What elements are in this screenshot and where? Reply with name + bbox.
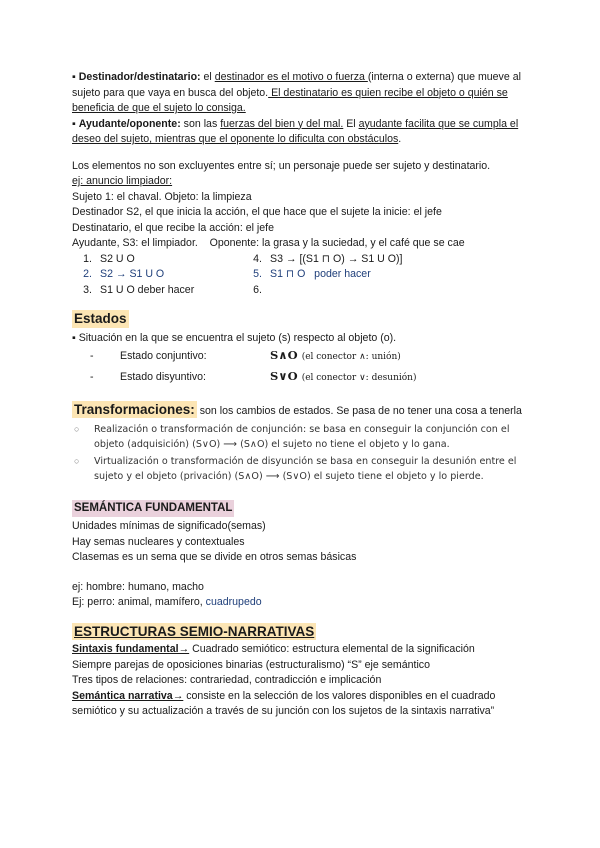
list-number: 6. [253, 283, 262, 296]
transformaciones-description: son los cambios de estados. Se pasa de no tener una cosa a tenerla [196, 405, 522, 417]
dash: - [90, 370, 94, 383]
underlined-text: fuerzas del bien y del mal. [220, 117, 344, 130]
transformacion-text: Realización o transformación de conjunción: se basa en conseguir la conjunción con el objeto (adquisición) (S∨O) ⟶ (S∧O) el sujeto no tiene el objeto y lo gana. [94, 423, 510, 450]
list-text: S1 U O deber hacer [100, 283, 195, 296]
document-page [72, 70, 532, 720]
underlined-text: destinador es el motivo o fuerza [214, 71, 368, 83]
semantica-narrativa-line [72, 689, 532, 720]
formula: S∨O [270, 368, 298, 383]
estado-disyuntivo-row [72, 367, 532, 388]
semantica-example: ej: hombre: humano, macho [72, 580, 204, 593]
semantica-line: Unidades mínimas de significado(semas) [72, 520, 266, 532]
formula-conjuntivo [270, 348, 401, 366]
line-sujeto: Sujeto 1: el chaval. Objeto: la limpieza [72, 190, 252, 203]
list-number: 5. [253, 268, 262, 280]
list-row [72, 252, 532, 268]
sintaxis-line [72, 642, 532, 658]
circle-bullet-icon: ○ [74, 455, 80, 466]
text: son las [180, 117, 221, 130]
semantica-example [72, 595, 532, 611]
estado-conjuntivo-row [72, 346, 532, 367]
underlined-text: El destinatario es quien recibe el objeto o quién se beneficia de que el sujeto lo consiga. [72, 86, 508, 114]
list-number: 2. [83, 268, 92, 280]
transformaciones-paragraph [72, 402, 532, 420]
heading-transformaciones: Transformaciones: [74, 402, 195, 417]
destinador-label: Destinador/destinatario: [78, 71, 201, 83]
formula-disyuntivo [270, 369, 416, 387]
bullet: ▪ [72, 117, 76, 130]
semantica-narrativa-label: Semántica narrativa→ [72, 689, 184, 702]
semantica-line: Hay semas nucleares y contextuales [72, 535, 245, 548]
list-text: S1 ⊓ O poder hacer [270, 268, 371, 280]
estructuras-line: Tres tipos de relaciones: contrariedad, contradicción e implicación [72, 674, 382, 686]
line-destinador: Destinador S2, el que inicia la acción, el que hace que el sujete la inicie: el jefe [72, 206, 442, 218]
formula-note: (el conector ∨: desunión) [301, 372, 417, 383]
text: El [343, 117, 359, 130]
bullet: ▪ [72, 71, 76, 83]
heading-estructuras: ESTRUCTURAS SEMIO-NARRATIVAS [74, 623, 315, 639]
estado-label: Estado conjuntivo: [120, 349, 207, 362]
line-destinatario: Destinatario, el que recibe la acción: el jefe [72, 221, 274, 234]
list-number: 1. [83, 252, 92, 265]
line-excluyentes: Los elementos no son excluyentes entre sí; un personaje puede ser sujeto y destinatario. [72, 159, 491, 172]
list-row [72, 283, 532, 299]
text: Ej: perro: animal, mamífero, [72, 596, 206, 608]
list-text: S2 U O [100, 252, 135, 265]
list-text: S3 → [(S1 ⊓ O) → S1 U O)] [270, 252, 403, 265]
heading-semantica: SEMÁNTICA FUNDAMENTAL [72, 500, 234, 518]
transformacion-text: Virtualización o transformación de disyunción se basa en conseguir la desunión entre el sujeto y el objeto (privación) (S∧O) ⟶ (S∨O) el sujeto tiene el objeto y lo pierde. [94, 455, 517, 482]
heading-estados: Estados [74, 311, 127, 326]
text: . [398, 133, 402, 145]
dash: - [90, 349, 94, 362]
destinador-paragraph [72, 70, 532, 117]
ayudante-label: Ayudante/oponente: [78, 117, 181, 130]
text: Cuadrado semiótico: estructura elemental de la significación [189, 643, 475, 655]
estructuras-line: Siempre parejas de oposiciones binarias (estructuralismo) “S” eje semántico [72, 658, 430, 671]
ayudante-paragraph [72, 117, 532, 148]
sintaxis-label: Sintaxis fundamental→ [72, 643, 190, 655]
formula: S∧O [270, 347, 298, 362]
formula-note: (el conector ∧: unión) [301, 351, 401, 362]
transformacion-item [72, 454, 532, 484]
circle-bullet-icon: ○ [74, 423, 80, 434]
semantica-line: Clasemas es un sema que se divide en otros semas básicas [72, 551, 357, 563]
list-text: S2 → S1 U O [100, 268, 165, 280]
list-number: 3. [83, 283, 92, 296]
line-ayudante: Ayudante, S3: el limpiador. Oponente: la grasa y la suciedad, y el café que se cae [72, 237, 465, 249]
text: (interna o externa) que mueve al sujeto para que vaya en busca del objeto. [72, 71, 521, 99]
text: el [200, 71, 215, 83]
list-row [72, 267, 532, 283]
estados-description: ▪ Situación en la que se encuentra el sujeto (s) respecto al objeto (o). [72, 331, 397, 344]
underlined-text: ayudante facilita que se cumpla el deseo del sujeto, mientras que el oponente lo dificulta con obstáculos [72, 117, 519, 145]
estado-label: Estado disyuntivo: [120, 370, 206, 383]
text: cuadrupedo [205, 596, 262, 608]
line-ejemplo: ej: anuncio limpiador: [72, 175, 173, 187]
list-number: 4. [253, 252, 262, 265]
transformacion-item [72, 422, 532, 452]
numbered-list [72, 252, 532, 299]
text: consiste en la selección de los valores disponibles en el cuadrado semiótico y su actualización a través de su junción con los sujetos de la sintaxis narrativa” [72, 689, 496, 717]
